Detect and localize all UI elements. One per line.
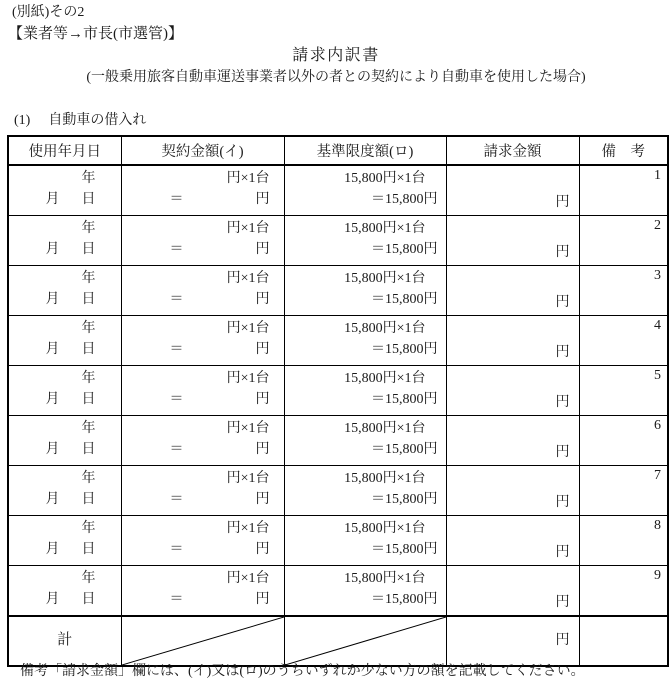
cell-remarks <box>579 216 668 266</box>
col-header-use-date: 使用年月日 <box>8 136 121 165</box>
cell-use-date <box>8 416 121 466</box>
cell-use-date <box>8 516 121 566</box>
year-label: 年 <box>81 471 96 486</box>
table-row <box>8 216 668 266</box>
cell-claim-amount <box>446 316 579 366</box>
total-label: 計 <box>57 632 73 648</box>
cell-standard-limit <box>284 266 446 316</box>
cell-remarks <box>579 516 668 566</box>
row-number: 3 <box>654 268 661 283</box>
document-title: 請求内訳書 <box>292 47 380 64</box>
section-heading <box>14 111 146 130</box>
contract-yen-unit: 円 <box>255 492 270 507</box>
standard-limit-line2: ＝15,800円 <box>371 492 438 507</box>
claim-yen-unit: 円 <box>555 295 570 310</box>
claim-yen-unit: 円 <box>555 245 570 260</box>
cell-claim-amount <box>446 165 579 216</box>
year-label: 年 <box>81 371 96 386</box>
contract-yen-unit: 円 <box>255 242 270 257</box>
contract-yen-unit: 円 <box>255 192 270 207</box>
year-label: 年 <box>81 271 96 286</box>
month-label: 月 <box>45 342 60 357</box>
cell-use-date <box>8 165 121 216</box>
total-row <box>8 616 668 666</box>
equals-sign: ＝ <box>169 242 184 257</box>
day-label: 日 <box>81 192 96 207</box>
equals-sign: ＝ <box>169 342 184 357</box>
total-claim-yen-unit: 円 <box>555 632 570 648</box>
cell-claim-amount <box>446 466 579 516</box>
cell-use-date <box>8 566 121 617</box>
cell-contract-amount <box>121 266 284 316</box>
cell-claim-amount <box>446 266 579 316</box>
diagonal-slash <box>122 617 284 665</box>
contract-amount-line1: 円×1台 <box>226 471 270 486</box>
equals-sign: ＝ <box>169 442 184 457</box>
col-header-standard-limit: 基準限度額(ロ) <box>284 136 446 165</box>
col-header-remarks: 備 考 <box>579 136 668 165</box>
equals-sign: ＝ <box>169 192 184 207</box>
cell-contract-amount <box>121 566 284 617</box>
contract-amount-line1: 円×1台 <box>226 521 270 536</box>
table-header-row <box>8 136 668 165</box>
col-header-contract-amount: 契約金額(イ) <box>121 136 284 165</box>
month-label: 月 <box>45 292 60 307</box>
row-number: 6 <box>654 418 661 433</box>
cell-use-date <box>8 316 121 366</box>
standard-limit-line2: ＝15,800円 <box>371 392 438 407</box>
equals-sign: ＝ <box>169 592 184 607</box>
cell-remarks <box>579 266 668 316</box>
standard-limit-line1: 15,800円×1台 <box>344 321 426 336</box>
day-label: 日 <box>81 442 96 457</box>
month-label: 月 <box>45 192 60 207</box>
day-label: 日 <box>81 342 96 357</box>
cell-use-date <box>8 366 121 416</box>
standard-limit-line2: ＝15,800円 <box>371 442 438 457</box>
claim-yen-unit: 円 <box>555 195 570 210</box>
row-number: 7 <box>654 468 661 483</box>
standard-limit-line2: ＝15,800円 <box>371 542 438 557</box>
claim-yen-unit: 円 <box>555 345 570 360</box>
cell-standard-limit <box>284 416 446 466</box>
standard-limit-line2: ＝15,800円 <box>371 242 438 257</box>
cell-standard-limit <box>284 466 446 516</box>
standard-limit-line1: 15,800円×1台 <box>344 271 426 286</box>
table-row <box>8 165 668 216</box>
contract-yen-unit: 円 <box>255 342 270 357</box>
standard-limit-line2: ＝15,800円 <box>371 342 438 357</box>
row-number: 4 <box>654 318 661 333</box>
month-label: 月 <box>45 592 60 607</box>
table-row <box>8 366 668 416</box>
day-label: 日 <box>81 242 96 257</box>
month-label: 月 <box>45 442 60 457</box>
equals-sign: ＝ <box>169 492 184 507</box>
standard-limit-line2: ＝15,800円 <box>371 192 438 207</box>
cell-use-date <box>8 466 121 516</box>
day-label: 日 <box>81 392 96 407</box>
standard-limit-line1: 15,800円×1台 <box>344 521 426 536</box>
year-label: 年 <box>81 521 96 536</box>
contract-yen-unit: 円 <box>255 292 270 307</box>
standard-limit-line1: 15,800円×1台 <box>344 171 426 186</box>
contract-amount-line1: 円×1台 <box>226 571 270 586</box>
standard-limit-line1: 15,800円×1台 <box>344 571 426 586</box>
contract-amount-line1: 円×1台 <box>226 221 270 236</box>
table-row <box>8 516 668 566</box>
total-claim-cell <box>446 616 579 666</box>
cell-claim-amount <box>446 366 579 416</box>
contract-yen-unit: 円 <box>255 542 270 557</box>
cell-standard-limit <box>284 316 446 366</box>
cell-remarks <box>579 466 668 516</box>
standard-limit-line1: 15,800円×1台 <box>344 221 426 236</box>
standard-limit-line2: ＝15,800円 <box>371 292 438 307</box>
cell-contract-amount <box>121 416 284 466</box>
cell-contract-amount <box>121 466 284 516</box>
cell-contract-amount <box>121 516 284 566</box>
col-header-claim-amount: 請求金額 <box>446 136 579 165</box>
total-standard-diagonal-cell <box>284 616 446 666</box>
cell-claim-amount <box>446 416 579 466</box>
claim-yen-unit: 円 <box>555 395 570 410</box>
claim-yen-unit: 円 <box>555 595 570 610</box>
day-label: 日 <box>81 292 96 307</box>
year-label: 年 <box>81 221 96 236</box>
document-subtitle: (一般乗用旅客自動車運送事業者以外の者との契約により自動車を使用した場合) <box>86 70 586 85</box>
routing-note: 【業者等→市長(市選管)】 <box>8 26 183 42</box>
contract-yen-unit: 円 <box>255 442 270 457</box>
contract-amount-line1: 円×1台 <box>226 171 270 186</box>
table-row <box>8 566 668 617</box>
table-row <box>8 266 668 316</box>
contract-amount-line1: 円×1台 <box>226 421 270 436</box>
footer-note: 備考「請求金額」欄には、(イ)又は(ロ)のうちいずれか少ない方の額を記載してください。 <box>20 664 585 679</box>
contract-yen-unit: 円 <box>255 392 270 407</box>
contract-yen-unit: 円 <box>255 592 270 607</box>
cell-standard-limit <box>284 366 446 416</box>
cell-remarks <box>579 366 668 416</box>
month-label: 月 <box>45 492 60 507</box>
cell-remarks <box>579 165 668 216</box>
diagonal-slash <box>285 617 446 665</box>
contract-amount-line1: 円×1台 <box>226 271 270 286</box>
cell-remarks <box>579 416 668 466</box>
day-label: 日 <box>81 592 96 607</box>
cell-use-date <box>8 266 121 316</box>
equals-sign: ＝ <box>169 542 184 557</box>
cell-use-date <box>8 216 121 266</box>
total-remarks-cell <box>579 616 668 666</box>
cell-contract-amount <box>121 216 284 266</box>
contract-amount-line1: 円×1台 <box>226 371 270 386</box>
year-label: 年 <box>81 421 96 436</box>
month-label: 月 <box>45 392 60 407</box>
cell-claim-amount <box>446 216 579 266</box>
claim-yen-unit: 円 <box>555 545 570 560</box>
equals-sign: ＝ <box>169 392 184 407</box>
standard-limit-line1: 15,800円×1台 <box>344 471 426 486</box>
year-label: 年 <box>81 171 96 186</box>
cell-claim-amount <box>446 566 579 617</box>
cell-remarks <box>579 316 668 366</box>
row-number: 1 <box>654 168 661 183</box>
row-number: 8 <box>654 518 661 533</box>
contract-amount-line1: 円×1台 <box>226 321 270 336</box>
total-contract-diagonal-cell <box>121 616 284 666</box>
day-label: 日 <box>81 492 96 507</box>
standard-limit-line2: ＝15,800円 <box>371 592 438 607</box>
cell-contract-amount <box>121 316 284 366</box>
standard-limit-line1: 15,800円×1台 <box>344 421 426 436</box>
cell-contract-amount <box>121 366 284 416</box>
day-label: 日 <box>81 542 96 557</box>
table-row <box>8 416 668 466</box>
total-label-cell <box>8 616 121 666</box>
year-label: 年 <box>81 321 96 336</box>
section-label: 自動車の借入れ <box>48 113 147 128</box>
year-label: 年 <box>81 571 96 586</box>
cell-remarks <box>579 566 668 617</box>
row-number: 2 <box>654 218 661 233</box>
month-label: 月 <box>45 542 60 557</box>
claim-yen-unit: 円 <box>555 495 570 510</box>
cell-claim-amount <box>446 516 579 566</box>
month-label: 月 <box>45 242 60 257</box>
cell-standard-limit <box>284 165 446 216</box>
table-row <box>8 466 668 516</box>
row-number: 9 <box>654 568 661 583</box>
section-number: (1) <box>14 113 31 128</box>
billing-breakdown-table <box>7 135 669 667</box>
claim-yen-unit: 円 <box>555 445 570 460</box>
row-number: 5 <box>654 368 661 383</box>
cell-contract-amount <box>121 165 284 216</box>
cell-standard-limit <box>284 216 446 266</box>
cell-standard-limit <box>284 566 446 617</box>
table-row <box>8 316 668 366</box>
cell-standard-limit <box>284 516 446 566</box>
corner-note: (別紙)その2 <box>12 5 85 20</box>
standard-limit-line1: 15,800円×1台 <box>344 371 426 386</box>
equals-sign: ＝ <box>169 292 184 307</box>
